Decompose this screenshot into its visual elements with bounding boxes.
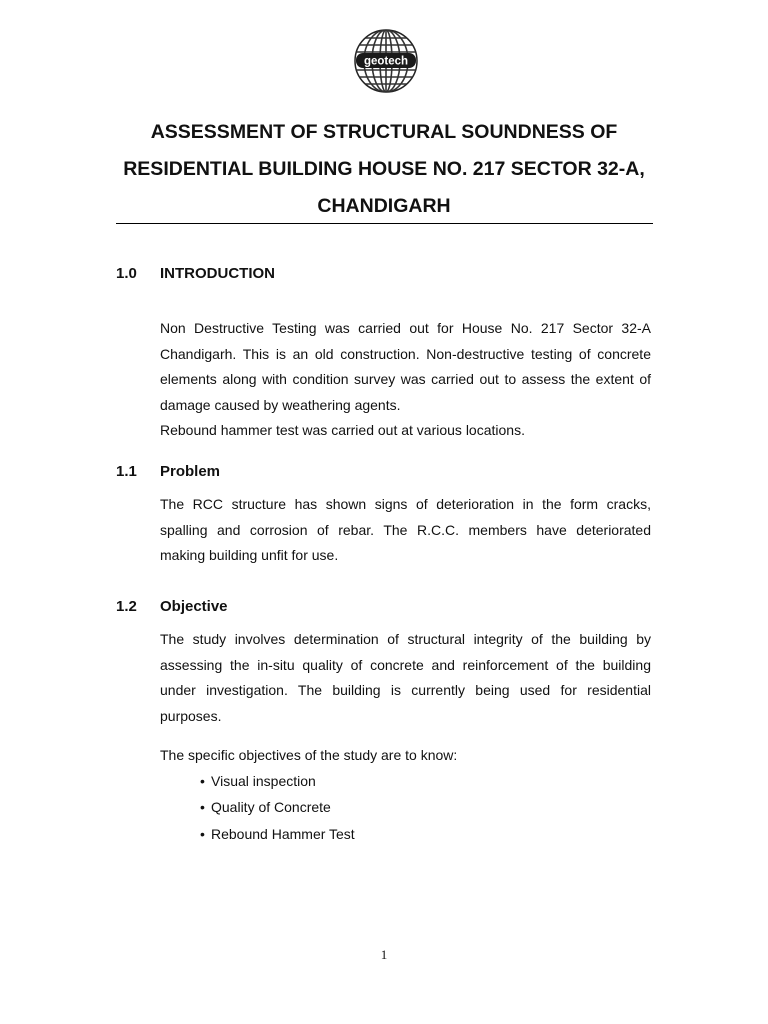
title-line-2: RESIDENTIAL BUILDING HOUSE NO. 217 SECTOR 32-A, xyxy=(123,158,645,180)
title-divider xyxy=(116,223,653,224)
list-item xyxy=(200,773,316,789)
paragraph-line: damage caused by weathering agents. xyxy=(160,396,401,413)
list-item-label: Quality of Concrete xyxy=(211,799,331,815)
specific-objectives-intro xyxy=(160,743,651,769)
title-line-3: CHANDIGARH xyxy=(317,195,451,217)
paragraph-line: The specific objectives of the study are to know: xyxy=(160,747,458,763)
paragraph-line: The study involves determination of structural integrity of the building by xyxy=(160,631,651,647)
paragraph-line: elements along with condition survey was carried out to assess the extent of xyxy=(160,371,651,387)
paragraph-line: spalling and corrosion of rebar. The R.C.C. members have deteriorated xyxy=(160,521,651,538)
section-title: Problem xyxy=(160,463,221,480)
paragraph-line: purposes. xyxy=(160,707,222,724)
objective-paragraph xyxy=(160,627,651,729)
introduction-paragraph xyxy=(160,316,651,444)
paragraph-line: The RCC structure has shown signs of deterioration in the form cracks, xyxy=(160,496,651,512)
paragraph-line: Chandigarh. This is an old construction. Non-destructive testing of concrete xyxy=(160,345,651,362)
section-number: 1.2 xyxy=(116,598,137,615)
list-item xyxy=(200,826,355,842)
paragraph-line: Rebound hammer test was carried out at various locations. xyxy=(160,422,525,438)
bullet-icon: • xyxy=(200,826,205,842)
bullet-icon: • xyxy=(200,799,205,815)
section-number: 1.0 xyxy=(116,265,137,282)
document-title xyxy=(100,114,668,225)
paragraph-line: Non Destructive Testing was carried out for House No. 217 Sector 32-A xyxy=(160,320,651,336)
paragraph-line: under investigation. The building is currently being used for residential xyxy=(160,682,651,698)
problem-paragraph xyxy=(160,492,651,569)
section-number: 1.1 xyxy=(116,463,137,480)
bullet-icon: • xyxy=(200,773,205,789)
list-item-label: Rebound Hammer Test xyxy=(211,826,355,842)
list-item xyxy=(200,799,331,815)
section-title: INTRODUCTION xyxy=(160,265,275,282)
list-item-label: Visual inspection xyxy=(211,773,316,789)
geotech-logo xyxy=(353,28,419,94)
paragraph-line: making building unfit for use. xyxy=(160,547,339,563)
logo-text: geotech xyxy=(363,55,409,68)
section-title: Objective xyxy=(160,598,228,615)
title-line-1: ASSESSMENT OF STRUCTURAL SOUNDNESS OF xyxy=(150,121,618,143)
paragraph-line: assessing the in-situ quality of concrete and reinforcement of the building xyxy=(160,656,651,673)
page-number: 1 xyxy=(380,947,388,962)
